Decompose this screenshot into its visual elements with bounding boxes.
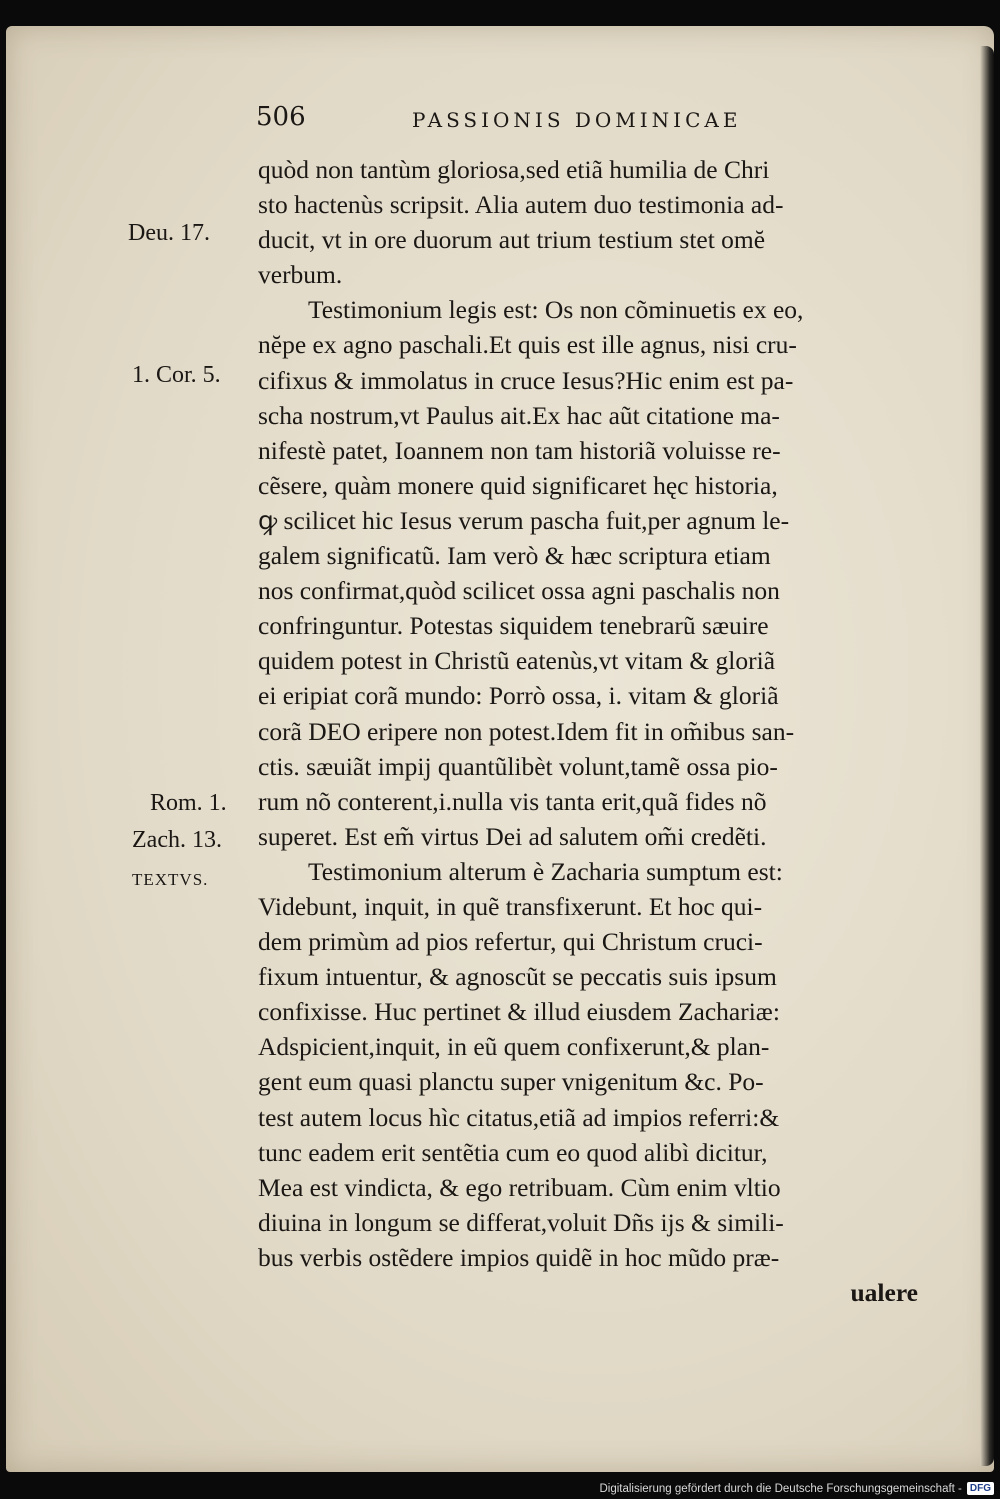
text-line: test autem locus hìc citatus,etiã ad impios referri:& <box>258 1102 780 1132</box>
text-line: Videbunt, inquit, in quẽ transfixerunt. Et hoc qui- <box>258 891 763 921</box>
credit-text: Digitalisierung gefördert durch die Deutsche Forschungsgemeinschaft - <box>599 1482 962 1495</box>
text-line: galem significatũ. Iam verò & hæc scriptura etiam <box>258 541 771 571</box>
text-line: tunc eadem erit sentẽtia cum eo quod alibì dicitur, <box>258 1137 768 1167</box>
text-line: scha nostrum,vt Paulus ait.Ex hac aũt citatione ma- <box>258 400 780 430</box>
page-edge <box>980 46 994 1466</box>
text-line: confringuntur. Potestas siquidem tenebrarũ sæuire <box>258 611 769 641</box>
page-number: 506 <box>256 102 306 132</box>
text-line: superet. Est em̃ virtus Dei ad salutem om̃i credẽti. <box>258 821 767 851</box>
marginal-note-textus: TEXTVS. <box>132 870 209 889</box>
marginal-note-deu: Deu. 17. <box>128 220 210 246</box>
digitization-credit <box>599 1482 994 1495</box>
text-line: ducit, vt in ore duorum aut trium testium stet omĕ <box>258 225 766 255</box>
text-line: diuina in longum se differat,voluit Dñs ijs & simili- <box>258 1207 784 1237</box>
text-line: dem primùm ad pios refertur, qui Christum cruci- <box>258 927 763 957</box>
text-line: quidem potest in Christũ eatenùs,vt vitam & gloriã <box>258 646 776 676</box>
marginal-note-zach: Zach. 13. <box>132 827 222 853</box>
catchword: ualere <box>850 1278 918 1307</box>
text-line: Mea est vindicta, & ego retribuam. Cùm enim vltio <box>258 1172 781 1202</box>
text-line: verbum. <box>258 260 343 290</box>
text-line: ꝙ scilicet hic Iesus verum pascha fuit,per agnum le- <box>258 505 790 535</box>
text-line: rum nõ conterent,i.nulla vis tanta erit,quã fides nõ <box>258 786 767 816</box>
text-line: cẽsere, quàm monere quid significaret hęc historia, <box>258 470 778 500</box>
marginal-note-rom: Rom. 1. <box>150 790 227 816</box>
dfg-logo-icon: DFG <box>967 1482 994 1495</box>
text-line: fixum intuentur, & agnoscũt se peccatis suis ipsum <box>258 962 777 992</box>
text-line: confixisse. Huc pertinet & illud eiusdem Zachariæ: <box>258 997 780 1027</box>
text-line: ctis. sæuiãt impij quantũlibèt volunt,tamẽ ossa pio- <box>258 751 778 781</box>
text-line: Adspicient,inquit, in eũ quem confixerunt,& plan- <box>258 1032 770 1062</box>
text-line: corã DEO eripere non potest.Idem fit in om̃ibus san- <box>258 716 795 746</box>
text-line: bus verbis ostẽdere impios quidẽ in hoc mũdo præ- <box>258 1242 780 1272</box>
text-line: nos confirmat,quòd scilicet ossa agni paschalis non <box>258 576 780 606</box>
body-text <box>258 152 918 1310</box>
running-title: PASSIONIS DOMINICAE <box>412 108 742 132</box>
text-line: ei eripiat corã mundo: Porrò ossa, i. vitam & gloriã <box>258 681 779 711</box>
text-line: Testimonium legis est: Os non cõminuetis ex eo, <box>308 295 804 325</box>
text-line: quòd non tantùm gloriosa,sed etiã humilia de Chri <box>258 155 770 184</box>
text-line: nifestè patet, Ioannem non tam historiã voluisse re- <box>258 435 781 465</box>
text-line: nĕpe ex agno paschali.Et quis est ille agnus, nisi cru- <box>258 330 797 360</box>
text-line: sto hactenùs scripsit. Alia autem duo testimonia ad- <box>258 190 784 220</box>
marginal-note-cor: 1. Cor. 5. <box>132 362 221 388</box>
text-line: cifixus & immolatus in cruce Iesus?Hic enim est pa- <box>258 365 794 395</box>
page-header <box>256 102 816 142</box>
text-line: Testimonium alterum è Zacharia sumptum est: <box>308 856 783 886</box>
text-line: gent eum quasi planctu super vnigenitum &c. Po- <box>258 1067 764 1097</box>
